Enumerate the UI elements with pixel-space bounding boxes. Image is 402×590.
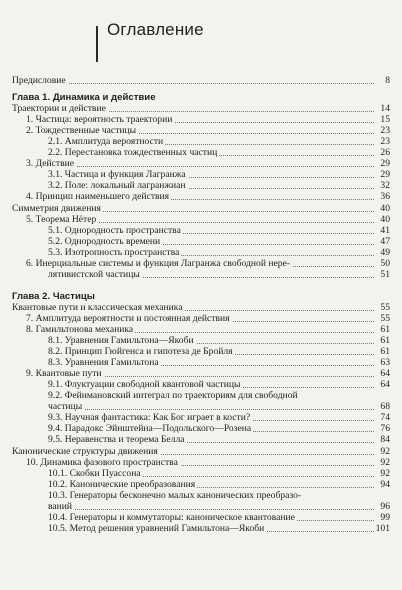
toc-entry-title: 8.2. Принцип Гюйгенса и гипотеза де Бройля (48, 346, 233, 357)
toc-entry-title: лятивистской частицы (48, 269, 140, 280)
toc-entry-title: 2.2. Перестановка тождественных частиц (48, 147, 218, 158)
toc-page-number: 92 (380, 468, 390, 479)
toc-entry-title: 8.1. Уравнения Гамильтона—Якоби (48, 335, 194, 346)
toc-entry-title: Канонические структуры движения (12, 446, 158, 457)
toc-entry (0, 136, 402, 147)
toc-entry (0, 368, 402, 379)
chapter-heading (0, 92, 402, 103)
toc-page-number: 61 (380, 335, 390, 346)
toc-entry-title: Предисловие (12, 75, 66, 86)
toc-page-number: 74 (380, 412, 390, 423)
chapter-heading (0, 291, 402, 302)
toc-entry-title: 9.1. Флуктуации свободной квантовой частицы (48, 379, 241, 390)
toc-entry-title: 6. Инерциальные системы и функция Лагранжа свободной нере- (26, 258, 291, 269)
toc-page-number: 29 (380, 169, 390, 180)
toc-page-number: 23 (380, 125, 390, 136)
toc-entry (0, 401, 402, 412)
toc-page-number: 32 (380, 180, 390, 191)
toc-entry (0, 412, 402, 423)
toc-entry (0, 468, 402, 479)
toc-page-number: 51 (380, 269, 390, 280)
toc-entry-title: 3.2. Поле: локальный лагранжиан (48, 180, 186, 191)
toc-entry-title: 10.1. Скобки Пуассона (48, 468, 141, 479)
dot-leader (48, 409, 374, 410)
toc-entry-title: частицы (48, 401, 83, 412)
toc-page-number: 47 (380, 236, 390, 247)
toc-entry (0, 125, 402, 136)
toc-entry (0, 269, 402, 280)
toc-entry-title: 1. Частица: вероятность траектории (26, 114, 173, 125)
toc-page-number: 94 (380, 479, 390, 490)
page-title: Оглавление (107, 20, 204, 39)
title-rule (96, 26, 98, 62)
toc-page-number: 29 (380, 158, 390, 169)
toc-entry (0, 203, 402, 214)
dot-leader (48, 509, 374, 510)
toc-entry (0, 258, 402, 269)
toc-entry (0, 75, 402, 86)
toc-entry (0, 423, 402, 434)
dot-leader (26, 166, 374, 167)
toc-entry (0, 247, 402, 258)
toc-entry-title: 5.3. Изотропность пространства (48, 247, 180, 258)
toc-entry (0, 434, 402, 445)
toc-entry-title: 10.2. Канонические преобразования (48, 479, 196, 490)
toc-page-number: 96 (380, 501, 390, 512)
toc-entry (0, 114, 402, 125)
toc-entry (0, 390, 402, 401)
toc-entry-title: 4. Принцип наименьшего действия (26, 191, 170, 202)
toc-entry-title: Глава 1. Динамика и действие (12, 92, 156, 103)
toc-entry (0, 324, 402, 335)
toc-entry-title: Симметрия движения (12, 203, 101, 214)
toc-entry-title: 9.4. Парадокс Эйнштейна—Подольского—Розена (48, 423, 252, 434)
toc-page-number: 41 (380, 225, 390, 236)
toc-entry (0, 490, 402, 501)
toc-entry (0, 313, 402, 324)
toc-page-number: 84 (380, 434, 390, 445)
toc-page-number: 49 (380, 247, 390, 258)
toc-entry (0, 357, 402, 368)
toc-entry-title: 8.3. Уравнения Гамильтона (48, 357, 159, 368)
toc-page-number: 40 (380, 203, 390, 214)
toc-page-number: 92 (380, 446, 390, 457)
toc-entry (0, 446, 402, 457)
toc-entry (0, 103, 402, 114)
toc-entry (0, 501, 402, 512)
toc-page-number: 23 (380, 136, 390, 147)
toc-entry-title: 5. Теорема Нётер (26, 214, 97, 225)
toc-page-number: 14 (380, 103, 390, 114)
toc-entry-title: 5.2. Однородность времени (48, 236, 161, 247)
toc-entry (0, 457, 402, 468)
toc-page-number: 55 (380, 302, 390, 313)
toc-entry (0, 335, 402, 346)
toc-entry (0, 302, 402, 313)
toc-entry-title: Траектории и действие (12, 103, 106, 114)
toc-page-number: 8 (385, 75, 390, 86)
toc-entry-title: Квантовые пути и классическая механика (12, 302, 183, 313)
toc-entry-title: 2. Тождественные частицы (26, 125, 137, 136)
toc-entry (0, 479, 402, 490)
toc-entry (0, 169, 402, 180)
toc-entry-title: 10.4. Генераторы и коммутаторы: каноническое квантование (48, 512, 295, 523)
toc-page-number: 26 (380, 147, 390, 158)
toc-page-number: 63 (380, 357, 390, 368)
toc-entry (0, 512, 402, 523)
toc-entry-title: 2.1. Амплитуда вероятности (48, 136, 164, 147)
toc-entry (0, 346, 402, 357)
toc-entry (0, 180, 402, 191)
toc-page-number: 40 (380, 214, 390, 225)
toc-entry-title: 9.2. Фейнмановский интеграл по траекториям для свободной (48, 390, 298, 401)
toc-entry-title: 10. Динамика фазового пространства (26, 457, 178, 468)
toc-page-number: 68 (380, 401, 390, 412)
toc-entry-title: 9. Квантовые пути (26, 368, 102, 379)
toc-page-number: 50 (380, 258, 390, 269)
toc-page-number: 76 (380, 423, 390, 434)
toc-page-number: 99 (380, 512, 390, 523)
toc-entry-title: 10.3. Генераторы бесконечно малых канонических преобразо- (48, 490, 302, 501)
toc-entry-title: 9.3. Научная фантастика: Как Бог играет в кости? (48, 412, 251, 423)
toc-entry-title: 10.5. Метод решения уравнений Гамильтона—Якоби (48, 523, 265, 534)
toc-page-number: 15 (380, 114, 390, 125)
toc-page-number: 36 (380, 191, 390, 202)
toc-entry-title: 9.5. Неравенства и теорема Белла (48, 434, 185, 445)
toc-entry-title: 5.1. Однородность пространства (48, 225, 181, 236)
toc-entry (0, 158, 402, 169)
toc-entry (0, 147, 402, 158)
toc-page-number: 92 (380, 457, 390, 468)
toc-entry-title: ваний (48, 501, 73, 512)
toc-entry (0, 214, 402, 225)
toc-page-number: 101 (375, 523, 390, 534)
toc-entry (0, 225, 402, 236)
toc-entry (0, 236, 402, 247)
toc-entry-title: 8. Гамильтонова механика (26, 324, 134, 335)
toc-entry (0, 523, 402, 534)
toc-entry-title: 3.1. Частица и функция Лагранжа (48, 169, 186, 180)
toc-entry-title: 7. Амплитуда вероятности и постоянная действия (26, 313, 230, 324)
toc-page-number: 64 (380, 379, 390, 390)
toc-page-number: 64 (380, 368, 390, 379)
toc-entry (0, 191, 402, 202)
toc-page-number: 55 (380, 313, 390, 324)
toc-page-number: 61 (380, 346, 390, 357)
toc-entry-title: Глава 2. Частицы (12, 291, 95, 302)
toc-entry (0, 379, 402, 390)
toc-entry-title: 3. Действие (26, 158, 75, 169)
toc-page-number: 61 (380, 324, 390, 335)
